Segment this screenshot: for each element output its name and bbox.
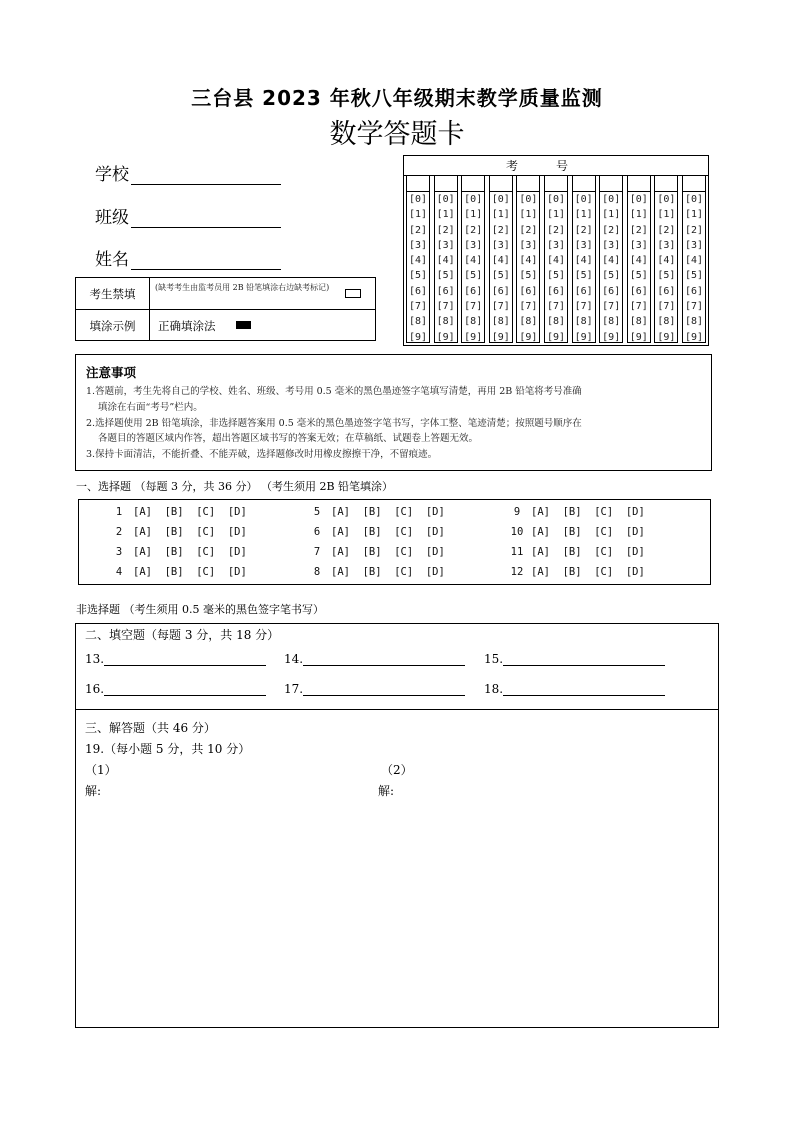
blank-label: 15.: [484, 652, 504, 666]
choice-question-11[interactable]: [507, 546, 645, 558]
notes-line: 1.答题前，考生先将自己的学校、姓名、班级、考号用 0.5 毫米的黑色墨迹签字笔填写清楚，再用 2B 铅笔将考号准确: [86, 386, 582, 397]
digit-bubble[interactable]: [8]: [602, 316, 621, 328]
digit-bubble[interactable]: [0]: [408, 194, 428, 205]
school-label: 学校: [95, 165, 129, 185]
blank-15[interactable]: [484, 652, 665, 666]
digit-bubble[interactable]: [4]: [436, 255, 455, 267]
choice-question-8[interactable]: [307, 566, 445, 578]
digit-bubble[interactable]: [4]: [574, 255, 593, 267]
digit-bubble[interactable]: [7]: [519, 301, 538, 313]
digit-bubble[interactable]: [9]: [629, 331, 648, 343]
digit-bubble[interactable]: [6]: [602, 285, 621, 297]
blank-label: 16.: [85, 682, 105, 696]
digit-bubble[interactable]: [6]: [574, 285, 593, 297]
digit-bubble[interactable]: [5]: [491, 270, 510, 282]
digit-bubble[interactable]: [3]: [684, 239, 704, 251]
digit-bubble[interactable]: [7]: [436, 301, 455, 313]
digit-bubble[interactable]: [2]: [436, 224, 455, 236]
exam-number-column: [406, 191, 430, 343]
digit-bubble[interactable]: [8]: [519, 316, 538, 328]
absent-label: 考生禁填: [76, 278, 150, 309]
digit-bubble[interactable]: [7]: [464, 301, 483, 313]
exam-number-column: [682, 191, 706, 343]
digit-bubble[interactable]: [5]: [657, 270, 676, 282]
digit-bubble[interactable]: [1]: [629, 209, 648, 221]
absent-row: [76, 278, 375, 310]
digit-bubble[interactable]: [9]: [408, 331, 428, 343]
notes-line: 2.选择题使用 2B 铅笔填涂，非选择题答案用 0.5 毫米的黑色墨迹签字笔书写，字体工整、笔迹清楚；按照题号顺序在: [86, 417, 582, 429]
filled-example-mark: [236, 321, 251, 329]
blank-18[interactable]: [484, 682, 665, 696]
exam-number-entry-cell[interactable]: [654, 176, 678, 191]
question-number: 11: [510, 546, 524, 558]
blank-line[interactable]: [104, 652, 266, 666]
multiple-choice-box: [78, 499, 711, 585]
answer-options[interactable]: [A] [B] [C] [D]: [133, 526, 247, 538]
blank-line[interactable]: [104, 682, 266, 696]
digit-bubble[interactable]: [3]: [436, 239, 455, 251]
solve-1-label: 解:: [85, 784, 102, 798]
digit-bubble[interactable]: [4]: [519, 255, 538, 267]
choice-question-9[interactable]: [507, 506, 645, 518]
exam-number-column: [654, 191, 678, 343]
exam-number-entry-cell[interactable]: [544, 176, 568, 191]
digit-bubble[interactable]: [8]: [657, 316, 676, 328]
name-field: [95, 245, 281, 270]
exam-number-column: [572, 191, 596, 343]
digit-bubble[interactable]: [1]: [657, 209, 676, 221]
choice-question-4[interactable]: [109, 566, 247, 578]
digit-bubble[interactable]: [8]: [684, 316, 704, 328]
digit-bubble[interactable]: [4]: [546, 255, 566, 267]
question-number: 3: [115, 546, 123, 558]
digit-bubble[interactable]: [7]: [657, 301, 676, 313]
exam-number-grid: [403, 155, 709, 346]
notes-line: 填涂在右面“考号”栏内。: [98, 401, 203, 413]
question-number: 4: [115, 566, 123, 578]
exam-number-column: [599, 191, 623, 343]
choice-question-7[interactable]: [307, 546, 445, 558]
digit-bubble[interactable]: [9]: [574, 331, 593, 343]
answer-options[interactable]: [A] [B] [C] [D]: [133, 546, 247, 558]
notes-item: [86, 384, 701, 416]
digit-bubble[interactable]: [2]: [464, 224, 483, 236]
absent-note: (缺考考生由监考员用 2B 铅笔填涂右边缺考标记): [155, 283, 330, 292]
exam-number-column: [627, 191, 651, 343]
digit-bubble[interactable]: [2]: [574, 224, 593, 236]
digit-bubble[interactable]: [2]: [629, 224, 648, 236]
digit-bubble[interactable]: [7]: [602, 301, 621, 313]
school-input-line[interactable]: [131, 165, 281, 185]
digit-bubble[interactable]: [2]: [519, 224, 538, 236]
digit-bubble[interactable]: [5]: [436, 270, 455, 282]
school-field: [95, 160, 281, 185]
digit-bubble[interactable]: [6]: [464, 285, 483, 297]
question-number: 9: [513, 506, 521, 518]
digit-bubble[interactable]: [3]: [546, 239, 566, 251]
digit-bubble[interactable]: [7]: [684, 301, 704, 313]
exam-number-entry-cell[interactable]: [627, 176, 651, 191]
digit-bubble[interactable]: [3]: [602, 239, 621, 251]
part-2-label: （2）: [381, 763, 413, 777]
exam-number-entry-cell[interactable]: [434, 176, 458, 191]
digit-bubble[interactable]: [6]: [684, 285, 704, 297]
choice-question-10[interactable]: [507, 526, 645, 538]
digit-bubble[interactable]: [5]: [629, 270, 648, 282]
blank-label: 14.: [284, 652, 304, 666]
digit-bubble[interactable]: [9]: [464, 331, 483, 343]
digit-bubble[interactable]: [4]: [657, 255, 676, 267]
digit-bubble[interactable]: [0]: [629, 194, 648, 205]
digit-bubble[interactable]: [7]: [491, 301, 510, 313]
digit-bubble[interactable]: [5]: [684, 270, 704, 282]
blank-16[interactable]: [85, 682, 266, 696]
question-number: 2: [115, 526, 123, 538]
name-input-line[interactable]: [131, 250, 281, 270]
notes-title: 注意事项: [86, 365, 137, 380]
answer-area: [75, 623, 719, 1028]
digit-bubble[interactable]: [0]: [491, 194, 510, 205]
digit-bubble[interactable]: [3]: [657, 239, 676, 251]
digit-bubble[interactable]: [9]: [602, 331, 621, 343]
digit-bubble[interactable]: [8]: [464, 316, 483, 328]
question-number: 6: [313, 526, 321, 538]
digit-bubble[interactable]: [0]: [684, 194, 704, 205]
choice-question-1[interactable]: [109, 506, 247, 518]
notes-line: 3.保持卡面清洁，不能折叠、不能弄破，选择题修改时用橡皮擦擦干净，不留痕迹。: [86, 449, 438, 461]
question-number: 7: [313, 546, 321, 558]
blank-label: 13.: [85, 652, 105, 666]
exam-number-column: [461, 191, 485, 343]
choice-question-2[interactable]: [109, 526, 247, 538]
digit-bubble[interactable]: [6]: [657, 285, 676, 297]
digit-bubble[interactable]: [1]: [546, 209, 566, 221]
digit-bubble[interactable]: [8]: [629, 316, 648, 328]
exam-number-entry-cell[interactable]: [406, 176, 430, 191]
digit-bubble[interactable]: [9]: [436, 331, 455, 343]
digit-bubble[interactable]: [5]: [574, 270, 593, 282]
digit-bubble[interactable]: [0]: [657, 194, 676, 205]
section-divider: [76, 709, 718, 710]
digit-bubble[interactable]: [2]: [408, 224, 428, 236]
digit-bubble[interactable]: [8]: [546, 316, 566, 328]
digit-bubble[interactable]: [1]: [491, 209, 510, 221]
notes-box: [75, 354, 712, 471]
blank-label: 18.: [484, 682, 504, 696]
answer-options[interactable]: [A] [B] [C] [D]: [331, 526, 445, 538]
question-number: 1: [115, 506, 123, 518]
digit-bubble[interactable]: [8]: [408, 316, 428, 328]
digit-bubble[interactable]: [9]: [519, 331, 538, 343]
digit-bubble[interactable]: [8]: [574, 316, 593, 328]
digit-bubble[interactable]: [1]: [436, 209, 455, 221]
solve-2-label: 解:: [378, 784, 395, 798]
digit-bubble[interactable]: [2]: [546, 224, 566, 236]
blank-label: 17.: [284, 682, 304, 696]
blank-line[interactable]: [303, 682, 465, 696]
exam-number-entry-cell[interactable]: [516, 176, 540, 191]
answer-options[interactable]: [A] [B] [C] [D]: [331, 566, 445, 578]
blank-17[interactable]: [284, 682, 465, 696]
digit-bubble[interactable]: [5]: [464, 270, 483, 282]
answer-options[interactable]: [A] [B] [C] [D]: [133, 506, 247, 518]
answer-options[interactable]: [A] [B] [C] [D]: [331, 506, 445, 518]
name-label: 姓名: [95, 250, 129, 270]
digit-bubble[interactable]: [2]: [684, 224, 704, 236]
digit-bubble[interactable]: [0]: [519, 194, 538, 205]
digit-bubble[interactable]: [3]: [464, 239, 483, 251]
digit-bubble[interactable]: [3]: [491, 239, 510, 251]
digit-bubble[interactable]: [5]: [408, 270, 428, 282]
digit-bubble[interactable]: [1]: [574, 209, 593, 221]
digit-bubble[interactable]: [8]: [436, 316, 455, 328]
digit-bubble[interactable]: [3]: [629, 239, 648, 251]
example-row: [76, 310, 375, 341]
blank-13[interactable]: [85, 652, 266, 666]
exam-number-entry-cell[interactable]: [682, 176, 706, 191]
digit-bubble[interactable]: [7]: [546, 301, 566, 313]
digit-bubble[interactable]: [5]: [519, 270, 538, 282]
section3-heading: 三、解答题（共 46 分）: [85, 721, 216, 735]
absent-mark-box[interactable]: [345, 289, 361, 298]
digit-bubble[interactable]: [4]: [464, 255, 483, 267]
info-table: [75, 277, 376, 341]
digit-bubble[interactable]: [5]: [602, 270, 621, 282]
exam-number-column: [516, 191, 540, 343]
answer-options[interactable]: [A] [B] [C] [D]: [531, 546, 645, 558]
digit-bubble[interactable]: [4]: [408, 255, 428, 267]
digit-bubble[interactable]: [7]: [629, 301, 648, 313]
question-number: 5: [313, 506, 321, 518]
exam-number-entry-cell[interactable]: [489, 176, 513, 191]
example-label: 填涂示例: [76, 310, 150, 341]
digit-bubble[interactable]: [9]: [684, 331, 704, 343]
digit-bubble[interactable]: [2]: [657, 224, 676, 236]
digit-bubble[interactable]: [3]: [574, 239, 593, 251]
choice-question-3[interactable]: [109, 546, 247, 558]
answer-options[interactable]: [A] [B] [C] [D]: [531, 506, 645, 518]
section2-heading: 二、填空题（每题 3 分，共 18 分）: [85, 628, 280, 642]
notes-item: [86, 416, 701, 448]
digit-bubble[interactable]: [9]: [546, 331, 566, 343]
exam-number-entry-cell[interactable]: [599, 176, 623, 191]
digit-bubble[interactable]: [7]: [408, 301, 428, 313]
question-number: 12: [510, 566, 524, 578]
section1-heading: 一、选择题 （每题 3 分，共 36 分） （考生须用 2B 铅笔填涂）: [76, 480, 394, 493]
answer-options[interactable]: [A] [B] [C] [D]: [531, 566, 645, 578]
example-text: 正确填涂法: [158, 319, 216, 333]
digit-bubble[interactable]: [6]: [629, 285, 648, 297]
digit-bubble[interactable]: [0]: [436, 194, 455, 205]
exam-number-entry-cell[interactable]: [572, 176, 596, 191]
exam-title: 三台县 2023 年秋八年级期末教学质量监测: [191, 86, 603, 110]
answer-options[interactable]: [A] [B] [C] [D]: [133, 566, 247, 578]
question-number: 8: [313, 566, 321, 578]
non-choice-heading: 非选择题 （考生须用 0.5 毫米的黑色签字笔书写）: [76, 603, 324, 616]
digit-bubble[interactable]: [6]: [436, 285, 455, 297]
class-label: 班级: [95, 208, 129, 228]
exam-number-column: [544, 191, 568, 343]
digit-bubble[interactable]: [6]: [519, 285, 538, 297]
blank-line[interactable]: [503, 652, 665, 666]
digit-bubble[interactable]: [3]: [519, 239, 538, 251]
blank-line[interactable]: [303, 652, 465, 666]
digit-bubble[interactable]: [5]: [546, 270, 566, 282]
digit-bubble[interactable]: [8]: [491, 316, 510, 328]
digit-bubble[interactable]: [4]: [684, 255, 704, 267]
choice-question-6[interactable]: [307, 526, 445, 538]
choice-question-5[interactable]: [307, 506, 445, 518]
answer-options[interactable]: [A] [B] [C] [D]: [531, 526, 645, 538]
class-field: [95, 203, 281, 228]
digit-bubble[interactable]: [4]: [629, 255, 648, 267]
exam-number-entry-cell[interactable]: [461, 176, 485, 191]
exam-number-column: [434, 191, 458, 343]
digit-bubble[interactable]: [3]: [408, 239, 428, 251]
digit-bubble[interactable]: [0]: [602, 194, 621, 205]
answer-sheet-title: 数学答题卡: [329, 119, 465, 150]
question-19-heading: 19.（每小题 5 分，共 10 分）: [85, 742, 251, 756]
digit-bubble[interactable]: [0]: [464, 194, 483, 205]
digit-bubble[interactable]: [6]: [491, 285, 510, 297]
digit-bubble[interactable]: [9]: [491, 331, 510, 343]
digit-bubble[interactable]: [1]: [602, 209, 621, 221]
digit-bubble[interactable]: [2]: [491, 224, 510, 236]
part-1-label: （1）: [85, 763, 117, 777]
digit-bubble[interactable]: [4]: [602, 255, 621, 267]
digit-bubble[interactable]: [9]: [657, 331, 676, 343]
exam-number-column: [489, 191, 513, 343]
digit-bubble[interactable]: [2]: [602, 224, 621, 236]
digit-bubble[interactable]: [1]: [684, 209, 704, 221]
digit-bubble[interactable]: [1]: [519, 209, 538, 221]
question-number: 10: [510, 526, 524, 538]
digit-bubble[interactable]: [1]: [464, 209, 483, 221]
digit-bubble[interactable]: [0]: [574, 194, 593, 205]
digit-bubble[interactable]: [7]: [574, 301, 593, 313]
answer-options[interactable]: [A] [B] [C] [D]: [331, 546, 445, 558]
notes-item: [86, 447, 701, 463]
class-input-line[interactable]: [131, 208, 281, 228]
notes-line: 各题目的答题区域内作答，超出答题区域书写的答案无效；在草稿纸、试题卷上答题无效。: [98, 433, 479, 445]
digit-bubble[interactable]: [4]: [491, 255, 510, 267]
choice-question-12[interactable]: [507, 566, 645, 578]
blank-line[interactable]: [503, 682, 665, 696]
exam-number-header: 考号: [404, 156, 708, 176]
digit-bubble[interactable]: [6]: [546, 285, 566, 297]
digit-bubble[interactable]: [1]: [408, 209, 428, 221]
blank-14[interactable]: [284, 652, 465, 666]
digit-bubble[interactable]: [0]: [546, 194, 566, 205]
digit-bubble[interactable]: [6]: [408, 285, 428, 297]
